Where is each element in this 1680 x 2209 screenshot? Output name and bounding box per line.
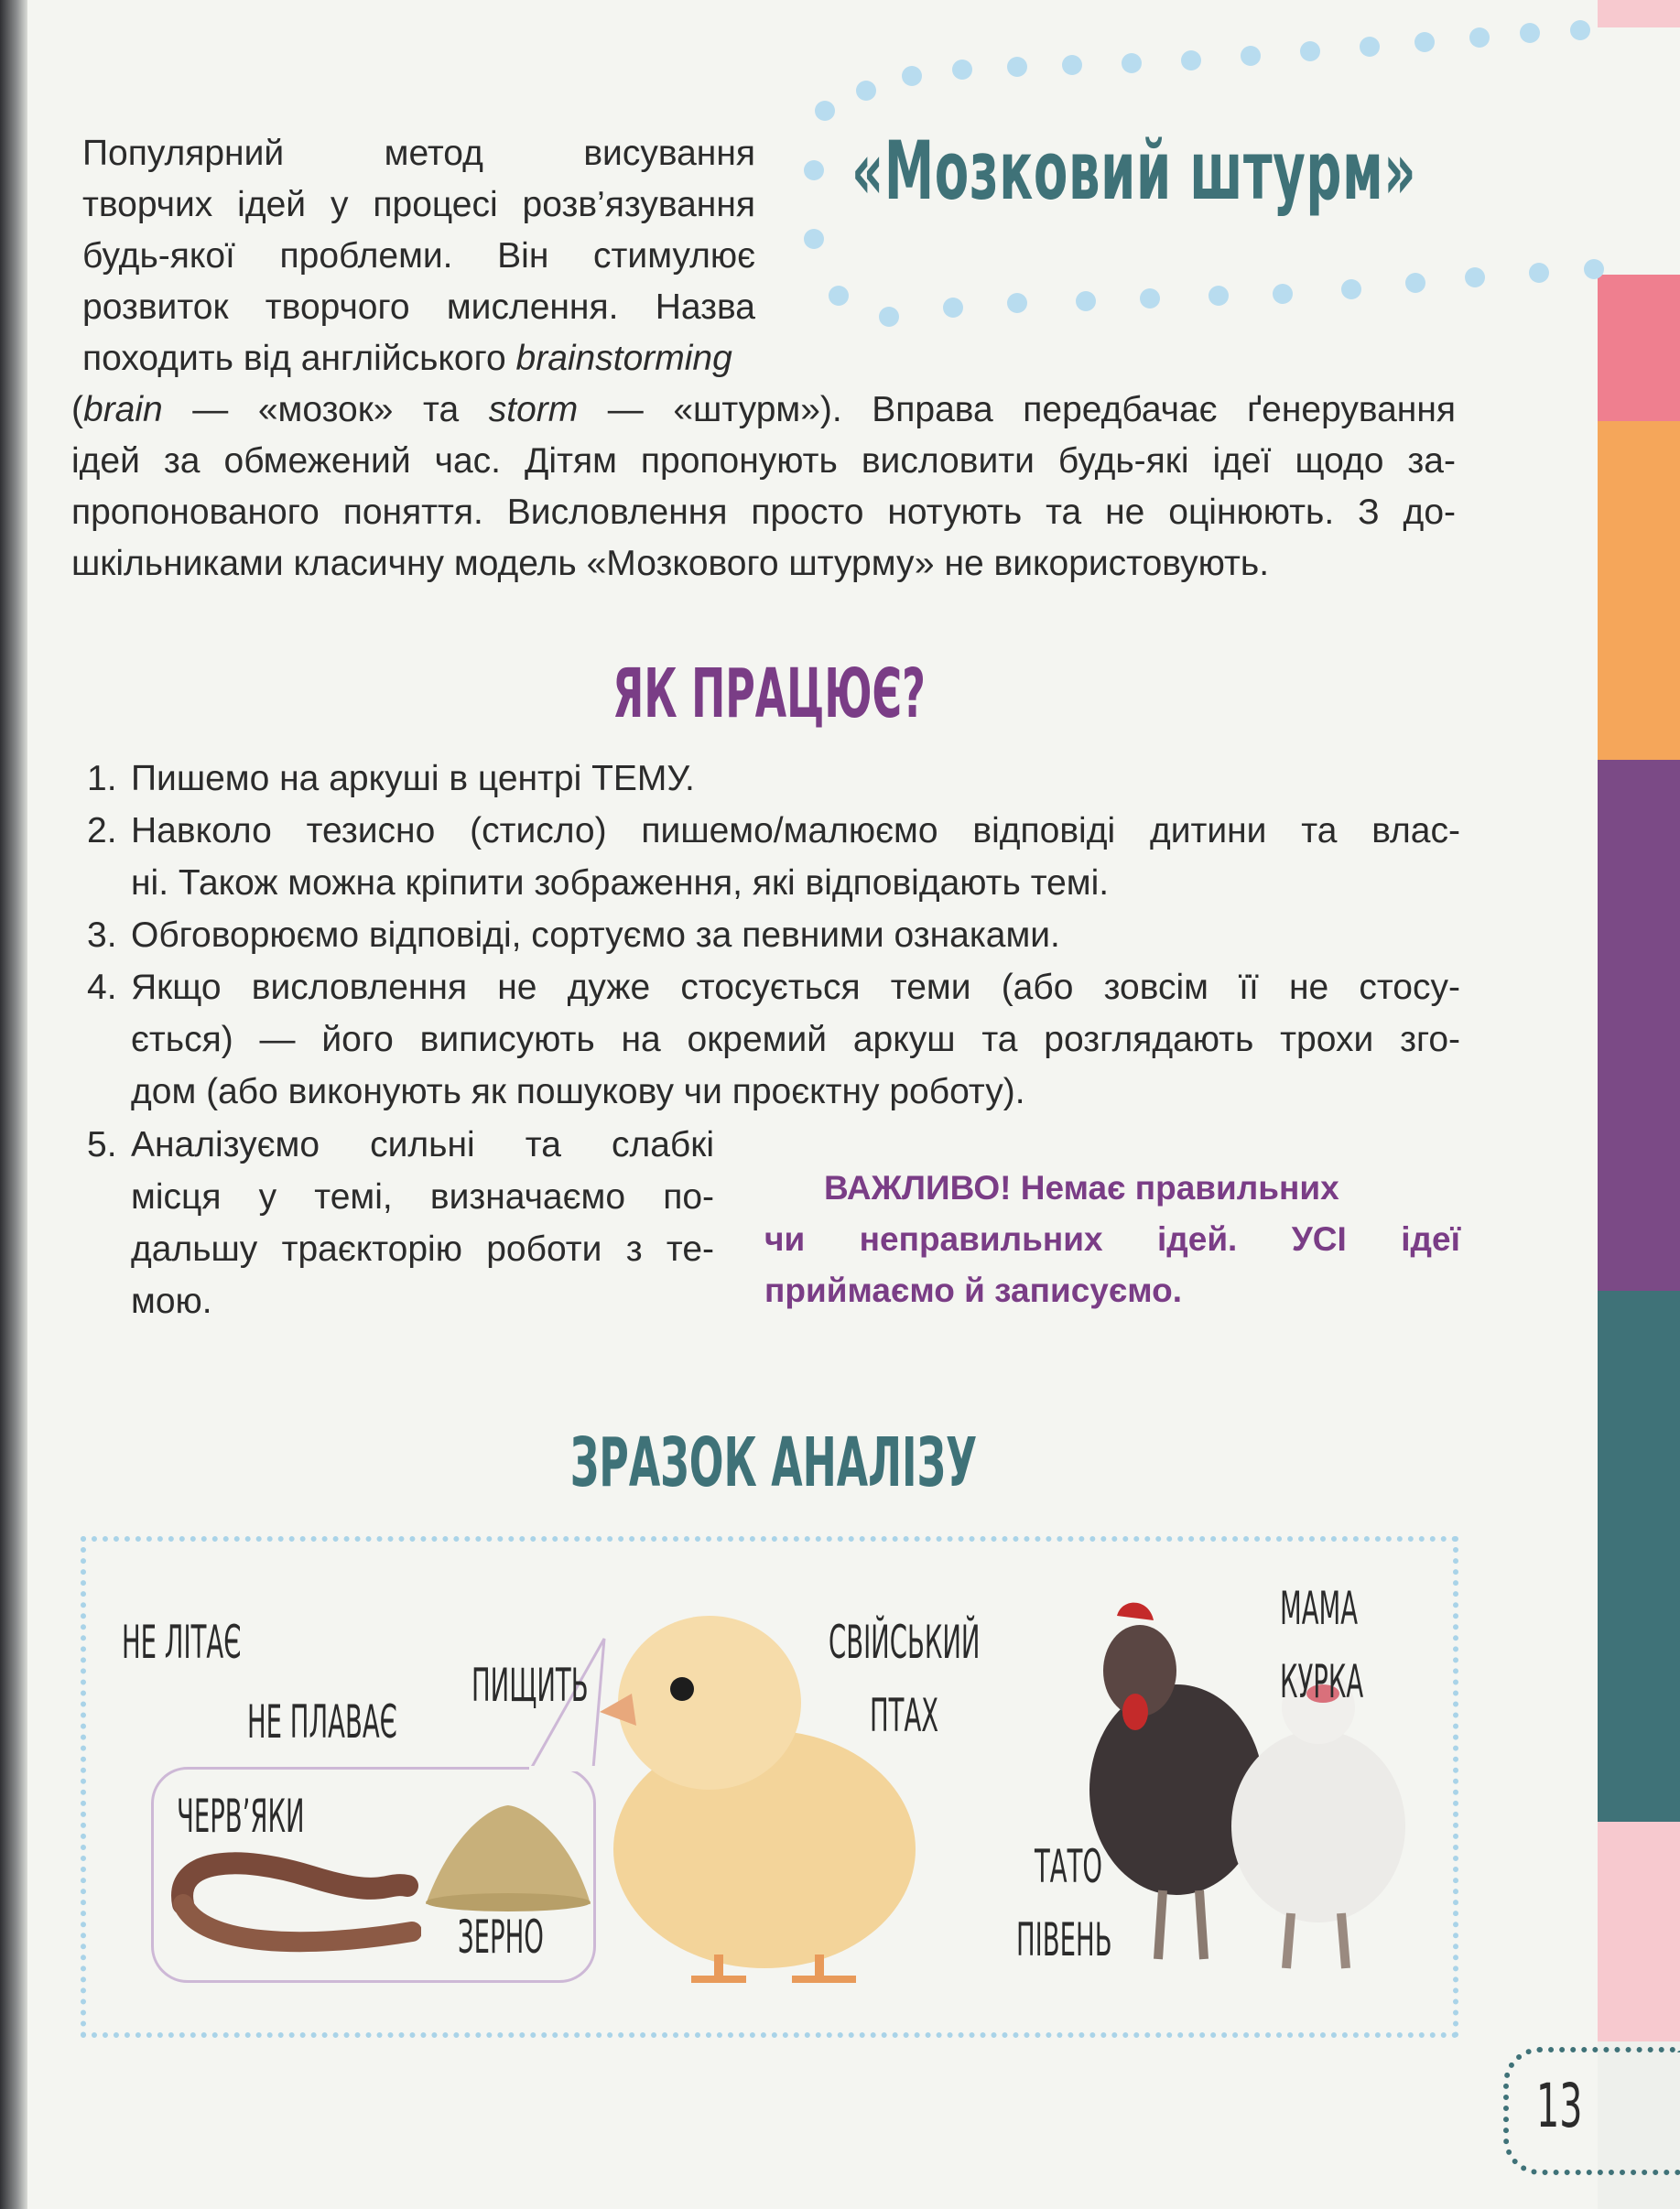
- label-grain: ЗЕРНО: [458, 1911, 544, 1964]
- grain-pile-image: [421, 1785, 595, 1913]
- intro-line: будь-якої проблеми. Він стимулює: [82, 236, 755, 276]
- term-brain: brain: [83, 390, 163, 429]
- sample-analysis-heading: ЗРАЗОК АНАЛІЗУ: [569, 1424, 978, 1502]
- intro-wide-line: шкільниками класичну модель «Мозкового штурму» не використовують.: [71, 544, 1270, 583]
- step-item: 3. Обговорюємо відповіді, сортуємо за певними ознаками.: [87, 915, 1060, 955]
- label-mom-2: КУРКА: [1280, 1655, 1364, 1708]
- intro-line: Популярний метод висування: [82, 134, 755, 173]
- rooster-and-hen-image: [1085, 1597, 1414, 1982]
- step-item-5: 5. Аналізуємо сильні та слабкі місця у темі, визначаємо по- дальшу траєкторію роботи з те- мою.: [87, 1125, 714, 1321]
- tab-light-pink: [1598, 1822, 1680, 2041]
- page-number-frame: [1503, 2047, 1680, 2175]
- page-number: 13: [1536, 2071, 1583, 2141]
- label-worms: ЧЕРВ’ЯКИ: [177, 1790, 305, 1843]
- intro-term-brainstorming: brainstorming: [515, 339, 732, 378]
- tab-purple: [1598, 760, 1680, 1291]
- step-item: 4. Якщо висловлення не дуже стосується теми (або зовсім її не стосу- ється) — його виписують на окремий аркуш та розглядають трохи зго- дом (або виконують як пошукову чи проєктну роботу).: [87, 968, 1460, 1111]
- intro-wide-line: пропонованого поняття. Висловлення просто нотують та не оцінюють. З до-: [71, 493, 1456, 532]
- important-note: ВАЖЛИВО! Немає правильних чи неправильних ідей. УСІ ідеї приймаємо й записуємо.: [764, 1169, 1460, 1309]
- intro-line-5: [82, 333, 797, 384]
- steps-list: [87, 753, 1460, 1118]
- label-squeaks: ПИЩИТЬ: [471, 1659, 589, 1712]
- intro-line: творчих ідей у процесі розв’язування: [82, 185, 755, 224]
- tab-orange: [1598, 421, 1680, 760]
- label-domestic-2: ПТАХ: [870, 1689, 939, 1742]
- how-it-works-heading: ЯК ПРАЦЮЄ?: [612, 655, 926, 733]
- book-spine-shadow: [0, 0, 27, 2209]
- intro-wide-line: (brain — «мозок» та storm — «штурм»). Вправа передбачає ґенерування: [71, 390, 1456, 429]
- label-dad-2: ПІВЕНЬ: [1016, 1913, 1112, 1966]
- section-color-tabs: [1598, 0, 1680, 2209]
- intro-narrow-block: [82, 128, 755, 333]
- intro-line: розвиток творчого мислення. Назва: [82, 287, 755, 327]
- term-storm: storm: [488, 390, 579, 429]
- intro-wide-block: [71, 384, 1456, 590]
- step-item: 2. Навколо тезисно (стисло) пишемо/малюємо відповіді дитини та влас- ні. Також можна кріпити зображення, які відповідають темі.: [87, 811, 1460, 903]
- label-no-fly: НЕ ЛІТАЄ: [122, 1616, 242, 1669]
- worm-image: [165, 1840, 421, 1959]
- label-domestic-1: СВІЙСЬКИЙ: [829, 1616, 981, 1669]
- page-title: «Мозковий штурм»: [851, 124, 1417, 218]
- intro-wide-line: ідей за обмежений час. Дітям пропонують висловити будь-які ідеї щодо за-: [71, 441, 1456, 481]
- tab-light-pink-top: [1598, 0, 1680, 27]
- label-dad-1: ТАТО: [1035, 1840, 1103, 1893]
- intro-line-5-prefix: походить від англійського: [82, 339, 516, 378]
- step-item: 1. Пишемо на аркуші в центрі ТЕМУ.: [87, 759, 695, 798]
- label-mom-1: МАМА: [1280, 1582, 1359, 1635]
- tab-teal: [1598, 1291, 1680, 1822]
- tab-pink: [1598, 275, 1680, 421]
- label-no-swim: НЕ ПЛАВАЄ: [247, 1695, 397, 1749]
